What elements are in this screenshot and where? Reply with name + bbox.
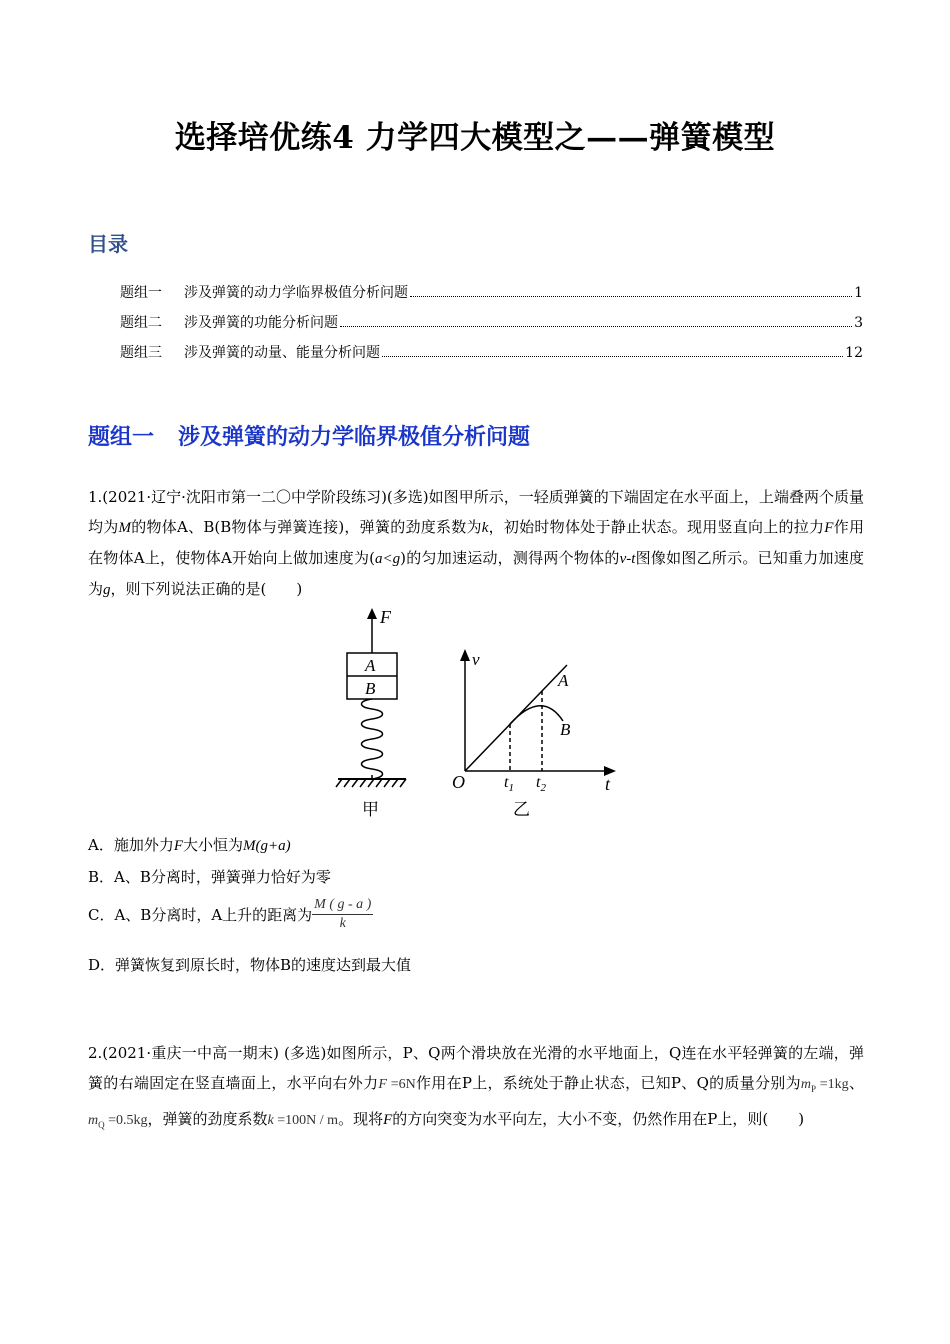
label-axis-v: v xyxy=(472,650,480,669)
option-D[interactable]: D．弹簧恢复到原长时，物体B的速度达到最大值 xyxy=(88,956,412,974)
section-group: 题组一 xyxy=(88,424,155,450)
toc-leader-dots xyxy=(410,296,852,297)
toc-item-page: 12 xyxy=(845,345,863,361)
question-1-figure xyxy=(320,605,630,825)
axis-arrow-icon xyxy=(460,649,470,661)
toc-item-text: 涉及弹簧的动量、能量分析问题 xyxy=(184,345,380,361)
section-heading xyxy=(88,420,530,451)
toc-item-1[interactable] xyxy=(120,282,863,302)
label-line-A: A xyxy=(558,671,569,690)
toc-item-group: 题组二 xyxy=(120,315,162,331)
label-origin: O xyxy=(452,772,465,792)
label-curve-B: B xyxy=(560,720,571,739)
section-title: 涉及弹簧的动力学临界极值分析问题 xyxy=(178,424,531,450)
toc-item-group: 题组三 xyxy=(120,345,162,361)
label-t2: $t_2$ xyxy=(536,774,546,794)
spring-coil xyxy=(362,699,383,779)
toc-leader-dots xyxy=(340,326,852,327)
option-C[interactable]: C．A、B分离时，A上升的距离为 $\frac{M ( g - a )}{k}$ xyxy=(88,897,372,931)
toc-item-2[interactable] xyxy=(120,312,863,332)
label-block-B: B xyxy=(365,679,376,698)
toc-leader-dots xyxy=(382,356,843,357)
question-1-text: 1.(2021·辽宁·沈阳市第一二〇中学阶段练习)(多选)如图甲所示，一轻质弹簧的下端固定在水平面上，上端叠两个质量均为M的物体A、B(B物体与弹簧连接)，弹簧的劲度系数为k，初始时物体处于静止状态。现用竖直向上的拉力F作用在物体A上，使物体A开始向上做加速度为(a<g)的匀加速运动，测得两个物体的v-t图像如图乙所示。已知重力加速度为g，则下列说法正确的是( ) xyxy=(88,488,864,598)
toc-item-page: 3 xyxy=(854,315,863,331)
option-A[interactable]: A．施加外力F大小恒为M(g+a) xyxy=(88,836,291,854)
toc-item-text: 涉及弹簧的动力学临界极值分析问题 xyxy=(184,285,408,301)
figure-yi xyxy=(460,649,616,776)
label-axis-t: t xyxy=(605,774,611,794)
toc-item-group: 题组一 xyxy=(120,285,162,301)
toc-item-3[interactable] xyxy=(120,342,863,362)
label-block-A: A xyxy=(365,656,376,675)
page-title: 选择培优练4 力学四大模型之——弹簧模型 xyxy=(174,120,776,156)
caption-yi: 乙 xyxy=(513,800,530,819)
force-arrow-icon xyxy=(367,608,377,619)
label-force-F: F xyxy=(380,607,391,627)
toc-heading: 目录 xyxy=(88,232,128,256)
label-t1: $t_1$ xyxy=(504,774,514,794)
caption-jia: 甲 xyxy=(362,800,379,819)
toc-item-page: 1 xyxy=(854,285,863,301)
fraction-expression: $\frac{M ( g - a )}{k}$ xyxy=(314,897,372,931)
option-B[interactable]: B．A、B分离时，弹簧弹力恰好为零 xyxy=(88,868,331,886)
curve-B xyxy=(510,706,563,724)
question-2-text: 2.(2021·重庆一中高一期末) (多选)如图所示，P、Q两个滑块放在光滑的水平地面上，Q连在水平轻弹簧的左端，弹簧的右端固定在竖直墙面上，水平向右外力F =6N作用在P上，系统处于静止状态，已知P、Q的质量分别为$m_P =1kg$、$m_Q =0.5kg$，弹簧的劲度系数k =100N / m。现将F的方向突变为水平向左，大小不变，仍然作用在P上，则( ) xyxy=(88,1044,864,1130)
toc-item-text: 涉及弹簧的功能分析问题 xyxy=(184,315,338,331)
